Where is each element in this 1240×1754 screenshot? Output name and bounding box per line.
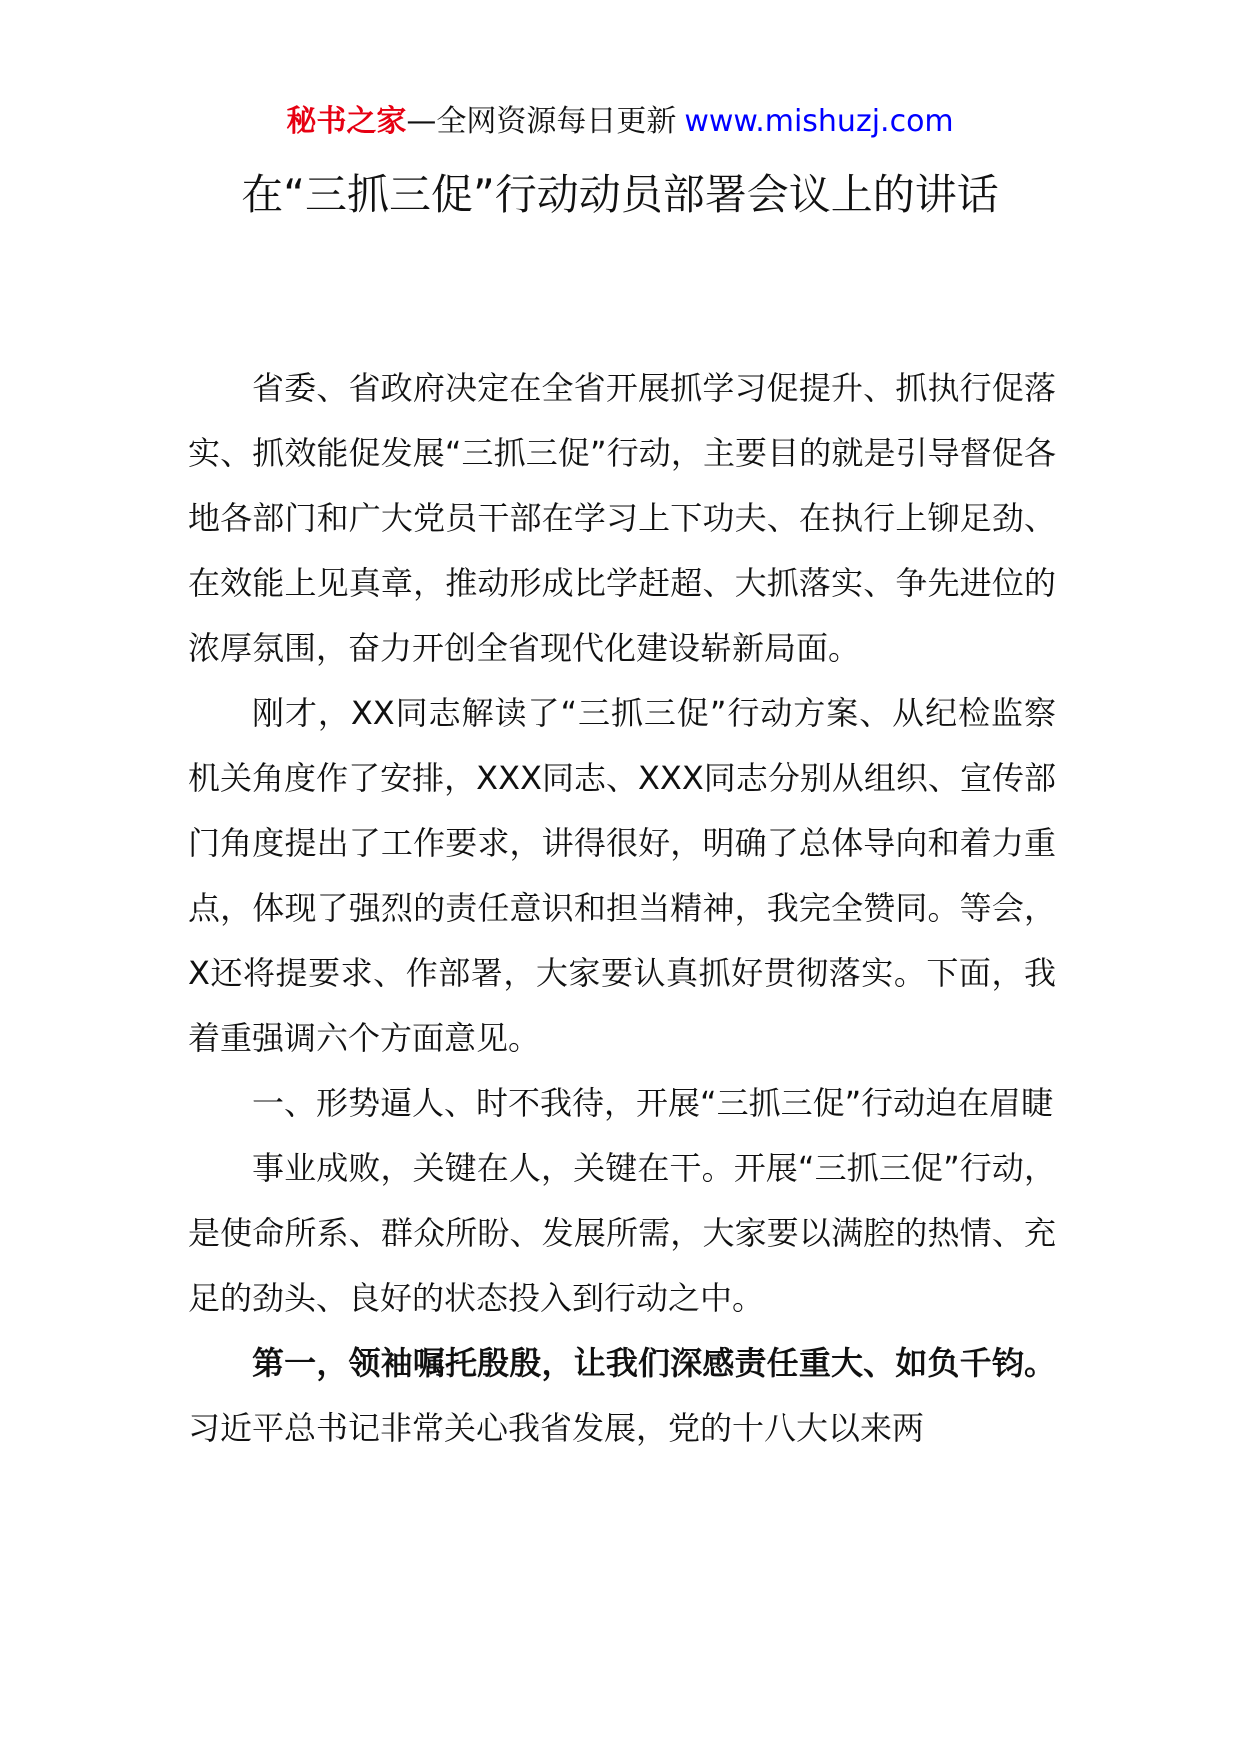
document-title: 在“三抓三促”行动动员部署会议上的讲话	[241, 170, 999, 219]
site-url-link[interactable]: www.mishuzj.com	[684, 104, 954, 139]
first-point-lead: 第一，领袖嘱托殷殷，让我们深感责任重大、如负千钧。	[252, 1344, 1056, 1382]
paragraph-first-point	[188, 1331, 1056, 1461]
paragraph-section-1: 事业成败，关键在人，关键在干。开展“三抓三促”行动，是使命所系、群众所盼、发展所需，大家要以满腔的热情、充足的劲头、良好的状态投入到行动之中。	[188, 1149, 1056, 1317]
section-heading-1: 一、形势逼人、时不我待，开展“三抓三促”行动迫在眉睫	[252, 1084, 1054, 1122]
header-slogan: —全网资源每日更新	[406, 104, 677, 139]
brand-name: 秘书之家	[286, 104, 407, 139]
first-point-text: 习近平总书记非常关心我省发展，党的十八大以来两	[188, 1409, 925, 1447]
document-body	[188, 356, 1056, 1461]
paragraph-intro: 省委、省政府决定在全省开展抓学习促提升、抓执行促落实、抓效能促发展“三抓三促”行动，主要目的就是引导督促各地各部门和广大党员干部在学习上下功夫、在执行上铆足劲、在效能上见真章，推动形成比学赶超、大抓落实、争先进位的浓厚氛围，奋力开创全省现代化建设崭新局面。	[188, 369, 1056, 667]
site-header	[0, 102, 1240, 142]
paragraph-remarks: 刚才，XX同志解读了“三抓三促”行动方案、从纪检监察机关角度作了安排，XXX同志、XXX同志分别从组织、宣传部门角度提出了工作要求，讲得很好，明确了总体导向和着力重点，体现了强烈的责任意识和担当精神，我完全赞同。等会，X还将提要求、作部署，大家要认真抓好贯彻落实。下面，我着重强调六个方面意见。	[188, 694, 1056, 1057]
